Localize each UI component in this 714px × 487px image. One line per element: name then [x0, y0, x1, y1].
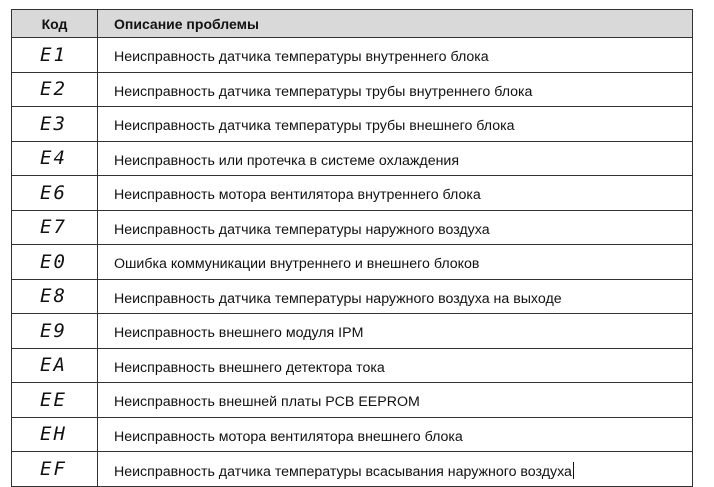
error-description-text: Неисправность датчика температуры трубы внутреннего блока	[114, 83, 533, 100]
table-row	[12, 245, 693, 280]
error-codes-table-container	[11, 9, 693, 487]
header-row	[12, 10, 693, 38]
error-description-cell	[98, 176, 693, 211]
error-description-cell	[98, 452, 693, 487]
error-description-cell	[98, 245, 693, 280]
error-description-cell	[98, 314, 693, 349]
error-description-cell	[98, 141, 693, 176]
table-row	[12, 210, 693, 245]
error-description-text: Неисправность мотора вентилятора внешнего блока	[114, 428, 463, 445]
error-code-cell: E7	[12, 210, 98, 245]
error-description-text: Неисправность или протечка в системе охлаждения	[114, 152, 460, 169]
error-description-text: Неисправность датчика температуры трубы внешнего блока	[114, 118, 515, 135]
error-description-text: Неисправность датчика температуры наружного воздуха	[114, 221, 490, 238]
error-code-cell: E2	[12, 72, 98, 107]
text-cursor-icon	[573, 462, 574, 479]
error-description-cell	[98, 72, 693, 107]
error-description-cell	[98, 210, 693, 245]
error-codes-table	[11, 9, 693, 487]
table-row	[12, 279, 693, 314]
error-code-cell: E3	[12, 107, 98, 142]
error-code-cell: E8	[12, 279, 98, 314]
error-description-text: Неисправность датчика температуры всасывания наружного воздуха	[114, 464, 572, 481]
error-code-cell: EF	[12, 452, 98, 487]
error-description-text: Неисправность датчика температуры наружного воздуха на выходе	[114, 290, 562, 307]
error-code-cell: E1	[12, 38, 98, 73]
error-code-cell: EE	[12, 383, 98, 418]
error-description-text: Неисправность внешнего детектора тока	[114, 359, 385, 376]
error-description-text: Неисправность внешней платы PCB EEPROM	[114, 394, 420, 411]
table-row	[12, 72, 693, 107]
table-row	[12, 107, 693, 142]
error-code-cell: E0	[12, 245, 98, 280]
error-code-cell: E9	[12, 314, 98, 349]
error-description-text: Ошибка коммуникации внутреннего и внешнего блоков	[114, 256, 480, 273]
error-description-cell	[98, 348, 693, 383]
error-description-text: Неисправность датчика температуры внутреннего блока	[114, 49, 489, 66]
error-description-cell	[98, 417, 693, 452]
table-row	[12, 452, 693, 487]
error-description-cell	[98, 38, 693, 73]
column-header-code: Код	[12, 10, 98, 38]
error-description-cell	[98, 107, 693, 142]
table-row	[12, 314, 693, 349]
column-header-description: Описание проблемы	[98, 10, 693, 38]
table-row	[12, 383, 693, 418]
table-body	[12, 38, 693, 487]
error-code-cell: E6	[12, 176, 98, 211]
error-code-cell: E4	[12, 141, 98, 176]
error-code-cell: EH	[12, 417, 98, 452]
table-row	[12, 38, 693, 73]
error-description-cell	[98, 383, 693, 418]
table-row	[12, 348, 693, 383]
table-row	[12, 176, 693, 211]
table-row	[12, 417, 693, 452]
error-description-text: Неисправность мотора вентилятора внутреннего блока	[114, 187, 481, 204]
error-description-cell	[98, 279, 693, 314]
table-row	[12, 141, 693, 176]
table-header	[12, 10, 693, 38]
error-description-text: Неисправность внешнего модуля IPM	[114, 325, 364, 342]
error-code-cell: EA	[12, 348, 98, 383]
